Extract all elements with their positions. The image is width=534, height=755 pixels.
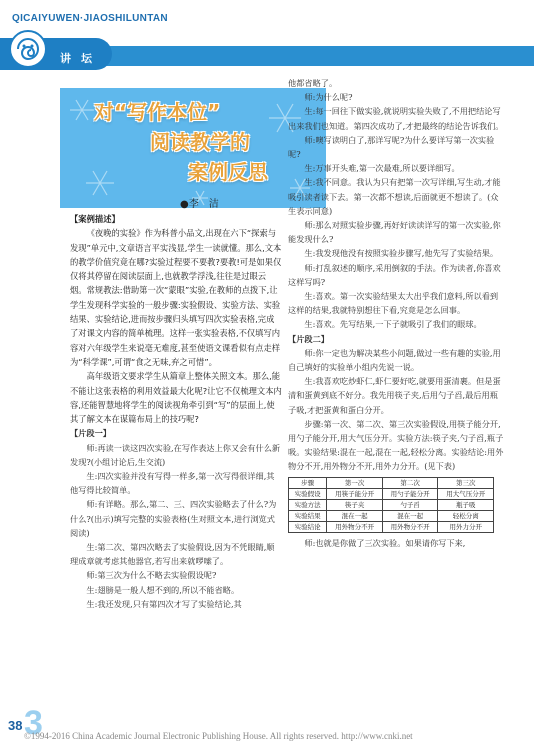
table-row	[289, 488, 494, 499]
dialog-line: 生:每一回往下做实验,就说明实验失败了,不用把结论写出来我们也知道。第四次成功了,才把最终的结论告诉我们。	[288, 106, 504, 131]
table-cell: 用外物分不开	[382, 521, 438, 532]
title-banner	[60, 88, 326, 208]
author: ●李 洁	[180, 199, 219, 210]
title-line-1: 对“写作本位”	[94, 100, 221, 124]
dialog-line: 师:为什么呢?	[304, 92, 353, 103]
table-header: 步骤	[289, 477, 327, 488]
dialog-line: 生:我还发现,只有第四次才写了实验结论,其	[86, 598, 242, 609]
dialog-line: 生:四次实验并没有写得一样多,第一次写得很详细,其他写得比较简单。	[70, 471, 275, 496]
table-cell: 实验结论	[289, 521, 327, 532]
table-cell: 混在一起	[327, 510, 383, 521]
table-cell: 用筷子能分开	[327, 488, 383, 499]
paragraph: 《夜晚的实验》作为科普小品文,出现在六下“探索与发现”单元中,文章语言平实浅显,学生一读就懂。那么,文本的教学价值究竟在哪?实验过程要不要教?要教!可是如果仅仅将其停留在阅读层面上,也就教学浮浅,往往是过眼云烟。常规教法:借助第一次“蒙眼”实验,在教师的点拨下,让学生发现科学实验的一般步骤:实验假设、实验方法、实验结果、实验结论,进而按步骤归头填写四次实验表格,完成了对课文内容的简单梳理。这样一张实验表格,不仅填写内容对六年级学生来说毫无难度,甚至使语文课看似有点走样为“科学课”,可谓“食之无味,弃之可惜”。	[70, 228, 282, 367]
spiral-logo-icon	[4, 26, 52, 72]
dialog-line: 生:万事开头难,第一次最难,所以要详细写。	[304, 163, 460, 174]
dialog-line: 生:我发现他没有按照实验步骤写,他先写了实验结果。	[304, 248, 499, 259]
table-cell: 轻松分离	[438, 510, 494, 521]
dialog-line: 生:我不同意。我认为只有把第一次写详细,写生动,才能吸引读者读下去。第一次都不想读,后面就更不想读了。(众生表示同意)	[288, 177, 501, 216]
dialog-line: 师:也就是你做了三次实验。如果请你写下来,	[304, 537, 466, 548]
page-number: 38	[8, 718, 23, 733]
table-row	[289, 510, 494, 521]
copyright-footer: ©1994-2016 China Academic Journal Electronic Publishing House. All rights reserved. http://www.cnki.net	[24, 731, 413, 741]
table-header: 第二次	[382, 477, 438, 488]
table-header: 第三次	[438, 477, 494, 488]
dialog-line: 步骤:第一次、第二次、第三次实验假设,用筷子能分开,用勺子能分开,用大气压分开。实验方法:筷子夹,勺子舀,瓶子吸。实验结果:混在一起,混在一起,轻松分离。实验结论:用外物分不开,用外物分不开,用外力分开。(见下表)	[288, 418, 504, 472]
dialog-line: 生:第二次、第四次略去了实验假设,因为不凭眼睛,顺理成章就考虑其他器官,若写出来就啰嗦了。	[70, 542, 275, 567]
experiment-table	[288, 477, 494, 533]
dialog-line: 师:那么对照实验步骤,再好好读读详写的第一次实验,你能发现什么?	[288, 220, 501, 245]
table-header: 第一次	[327, 477, 383, 488]
dialog-line: 生:喜欢。第一次实验结果太大出乎我们意料,所以看到这样的结果,我就特别想往下看,究竟是怎么回事。	[288, 291, 499, 316]
section-heading: 【片段二】	[288, 333, 329, 344]
section-heading: 【片段一】	[70, 428, 111, 439]
title-line-3: 案例反思	[188, 160, 268, 184]
section-heading: 【案例描述】	[70, 214, 120, 224]
dialog-line: 生:翅膀是一般人想不到的,所以不能省略。	[86, 584, 240, 595]
table-cell: 用大气压分开	[438, 488, 494, 499]
page-number-decor: 3	[24, 704, 43, 742]
table-cell: 混在一起	[382, 510, 438, 521]
dialog-line: 生:喜欢。先写结果,一下子就吸引了我们的眼球。	[304, 319, 482, 330]
table-cell: 实验方法	[289, 499, 327, 510]
left-column	[70, 212, 282, 611]
table-cell: 瓶子吸	[438, 499, 494, 510]
table-row	[289, 499, 494, 510]
dialog-line: 师:再读一读这四次实验,在写作表达上你又会有什么新发现?(小组讨论后,生交流)	[70, 442, 281, 467]
dialog-line: 师:噢写读明白了,那详写呢?为什么要详写第一次实验呢?	[288, 134, 495, 160]
table-cell: 用外力分开	[438, 521, 494, 532]
header-subtitle: QICAIYUWEN·JIAOSHILUNTAN	[12, 13, 168, 24]
right-column	[288, 76, 506, 550]
table-cell: 用外物分不开	[327, 521, 383, 532]
title-line-2: 阅读教学的	[150, 130, 250, 154]
table-cell: 勺子舀	[382, 499, 438, 510]
dialog-line: 他都省略了。	[288, 78, 338, 88]
paragraph: 高年级语文要求学生从篇章上整体关照文本。那么,能不能让这张表格的利用效益最大化呢?让它不仅梳理文本内容,还能智慧地将学生的阅读视角牵引到“写”的层面上,使其了解文本在谋篇布局上的技巧呢?	[70, 371, 282, 425]
dialog-line: 师:有详略。那么,第二、三、四次实验略去了什么?为什么?(出示)填写完整的实验表格(生对照文本,进行浏览式阅读)	[70, 499, 277, 538]
dialog-line: 师:你一定也为解决某些小问题,做过一些有趣的实验,用自己填好的实验单小组内先说一说。	[288, 347, 501, 373]
table-header-row	[289, 477, 494, 488]
table-cell: 筷子夹	[327, 499, 383, 510]
section-label: 讲坛	[60, 53, 102, 65]
table-cell: 用勺子能分开	[382, 488, 438, 499]
table-cell: 实验假设	[289, 488, 327, 499]
dialog-line: 师:第三次为什么不略去实验假设呢?	[86, 570, 217, 581]
dialog-line: 生:我喜欢吃炒虾仁,虾仁要好吃,就要用蛋清裹。但是蛋清和蛋黄到底不好分。我先用筷子夹,后用勺子舀,最后用瓶子吸,才把蛋黄和蛋白分开。	[288, 376, 501, 415]
table-row	[289, 521, 494, 532]
table-cell: 实验结果	[289, 510, 327, 521]
dialog-line: 师:打乱叙述的顺序,采用倒叙的手法。作为读者,你喜欢这样写吗?	[288, 262, 501, 287]
